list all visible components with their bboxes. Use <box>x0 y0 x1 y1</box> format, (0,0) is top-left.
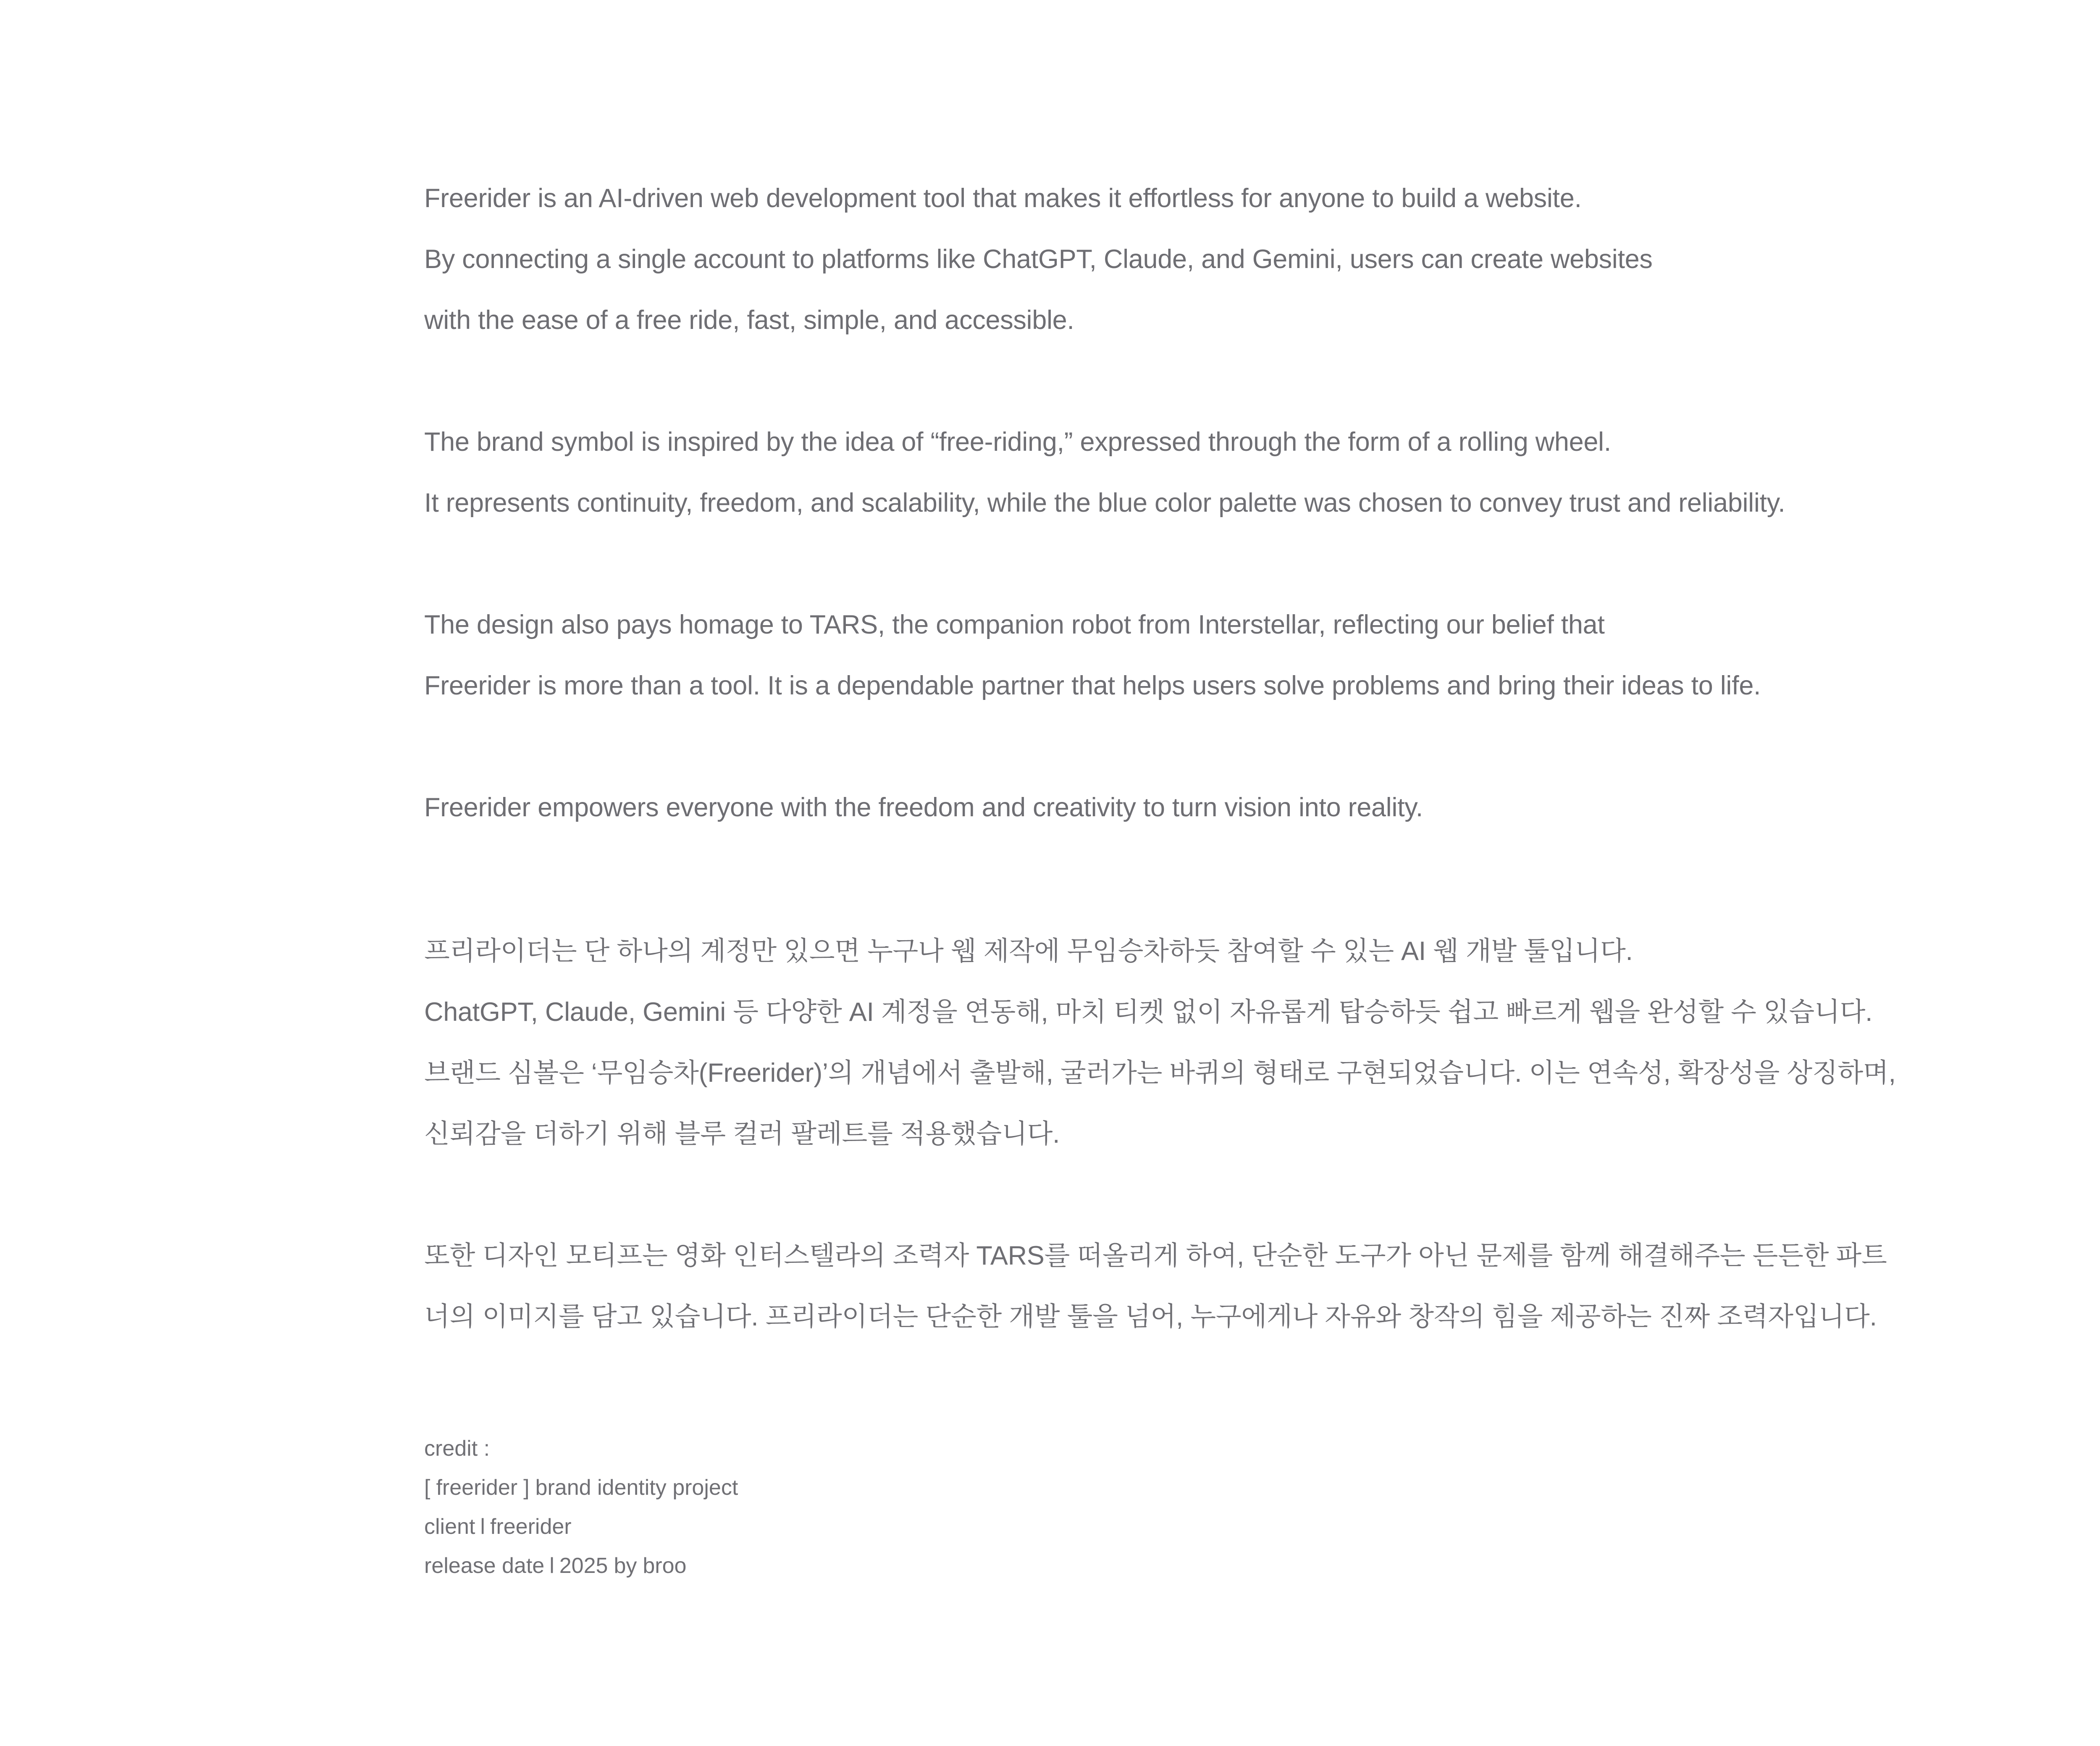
paragraph-spacer <box>424 716 2100 777</box>
english-paragraph-3 <box>424 594 2100 716</box>
text-line: By connecting a single account to platforms like ChatGPT, Claude, and Gemini, users can create websites <box>424 245 1653 274</box>
paragraph-spacer <box>424 1165 2100 1225</box>
release-year: 2025 <box>559 1554 608 1578</box>
text-line: Freerider is more than a tool. It is a dependable partner that helps users solve problems and bring their ideas to life. <box>424 671 1761 700</box>
client-value: freerider <box>490 1515 572 1539</box>
credit-release-line <box>424 1546 2100 1586</box>
credit-block <box>424 1429 2100 1586</box>
release-label: release date <box>424 1554 545 1578</box>
release-by: by <box>614 1554 637 1578</box>
text-line: 또한 디자인 모티프는 영화 인터스텔라의 조력자 TARS를 떠올리게 하여, 단순한 도구가 아닌 문제를 함께 해결해주는 든든한 파트 <box>424 1241 1887 1270</box>
bracket-open: [ <box>424 1475 430 1500</box>
english-paragraph-1 <box>424 168 2100 351</box>
text-line: 너의 이미지를 담고 있습니다. 프리라이더는 단순한 개발 툴을 넘어, 누구에게나 자유와 창작의 힘을 제공하는 진짜 조력자입니다. <box>424 1302 1877 1331</box>
credit-project-line <box>424 1468 2100 1507</box>
section-spacer <box>424 838 2100 921</box>
text-line: 신뢰감을 더하기 위해 블루 컬러 팔레트를 적용했습니다. <box>424 1119 1060 1149</box>
text-line: ChatGPT, Claude, Gemini 등 다양한 AI 계정을 연동해, 마치 티켓 없이 자유롭게 탑승하듯 쉽고 빠르게 웹을 완성할 수 있습니다. <box>424 997 1873 1027</box>
english-paragraph-4 <box>424 777 2100 838</box>
paragraph-spacer <box>424 351 2100 412</box>
credit-heading: credit : <box>424 1436 490 1461</box>
paragraph-spacer <box>424 534 2100 594</box>
korean-paragraph-1 <box>424 921 2100 1165</box>
text-line: 프리라이더는 단 하나의 계정만 있으면 누구나 웹 제작에 무임승차하듯 참여할 수 있는 AI 웹 개발 툴입니다. <box>424 936 1633 966</box>
release-author: broo <box>643 1554 687 1578</box>
release-separator: l <box>549 1554 554 1578</box>
section-spacer <box>424 1347 2100 1429</box>
project-name: freerider <box>436 1475 518 1500</box>
project-description: brand identity project <box>535 1475 738 1500</box>
bracket-close: ] <box>523 1475 530 1500</box>
credit-client-line <box>424 1507 2100 1546</box>
korean-paragraph-2 <box>424 1225 2100 1347</box>
text-line: with the ease of a free ride, fast, simple, and accessible. <box>424 305 1074 335</box>
text-line: It represents continuity, freedom, and scalability, while the blue color palette was chosen to convey trust and reliability. <box>424 488 1785 518</box>
english-paragraph-2 <box>424 412 2100 534</box>
text-line: The brand symbol is inspired by the idea of “free-riding,” expressed through the form of a rolling wheel. <box>424 427 1611 457</box>
client-label: client <box>424 1515 475 1539</box>
text-line: Freerider empowers everyone with the freedom and creativity to turn vision into reality. <box>424 793 1423 822</box>
text-line: The design also pays homage to TARS, the companion robot from Interstellar, reflecting our belief that <box>424 610 1605 639</box>
text-line: Freerider is an AI-driven web development tool that makes it effortless for anyone to build a website. <box>424 184 1582 213</box>
client-separator: l <box>480 1515 485 1539</box>
document-body <box>424 168 2100 1586</box>
text-line: 브랜드 심볼은 ‘무임승차(Freerider)’의 개념에서 출발해, 굴러가는 바퀴의 형태로 구현되었습니다. 이는 연속성, 확장성을 상징하며, <box>424 1058 1896 1088</box>
